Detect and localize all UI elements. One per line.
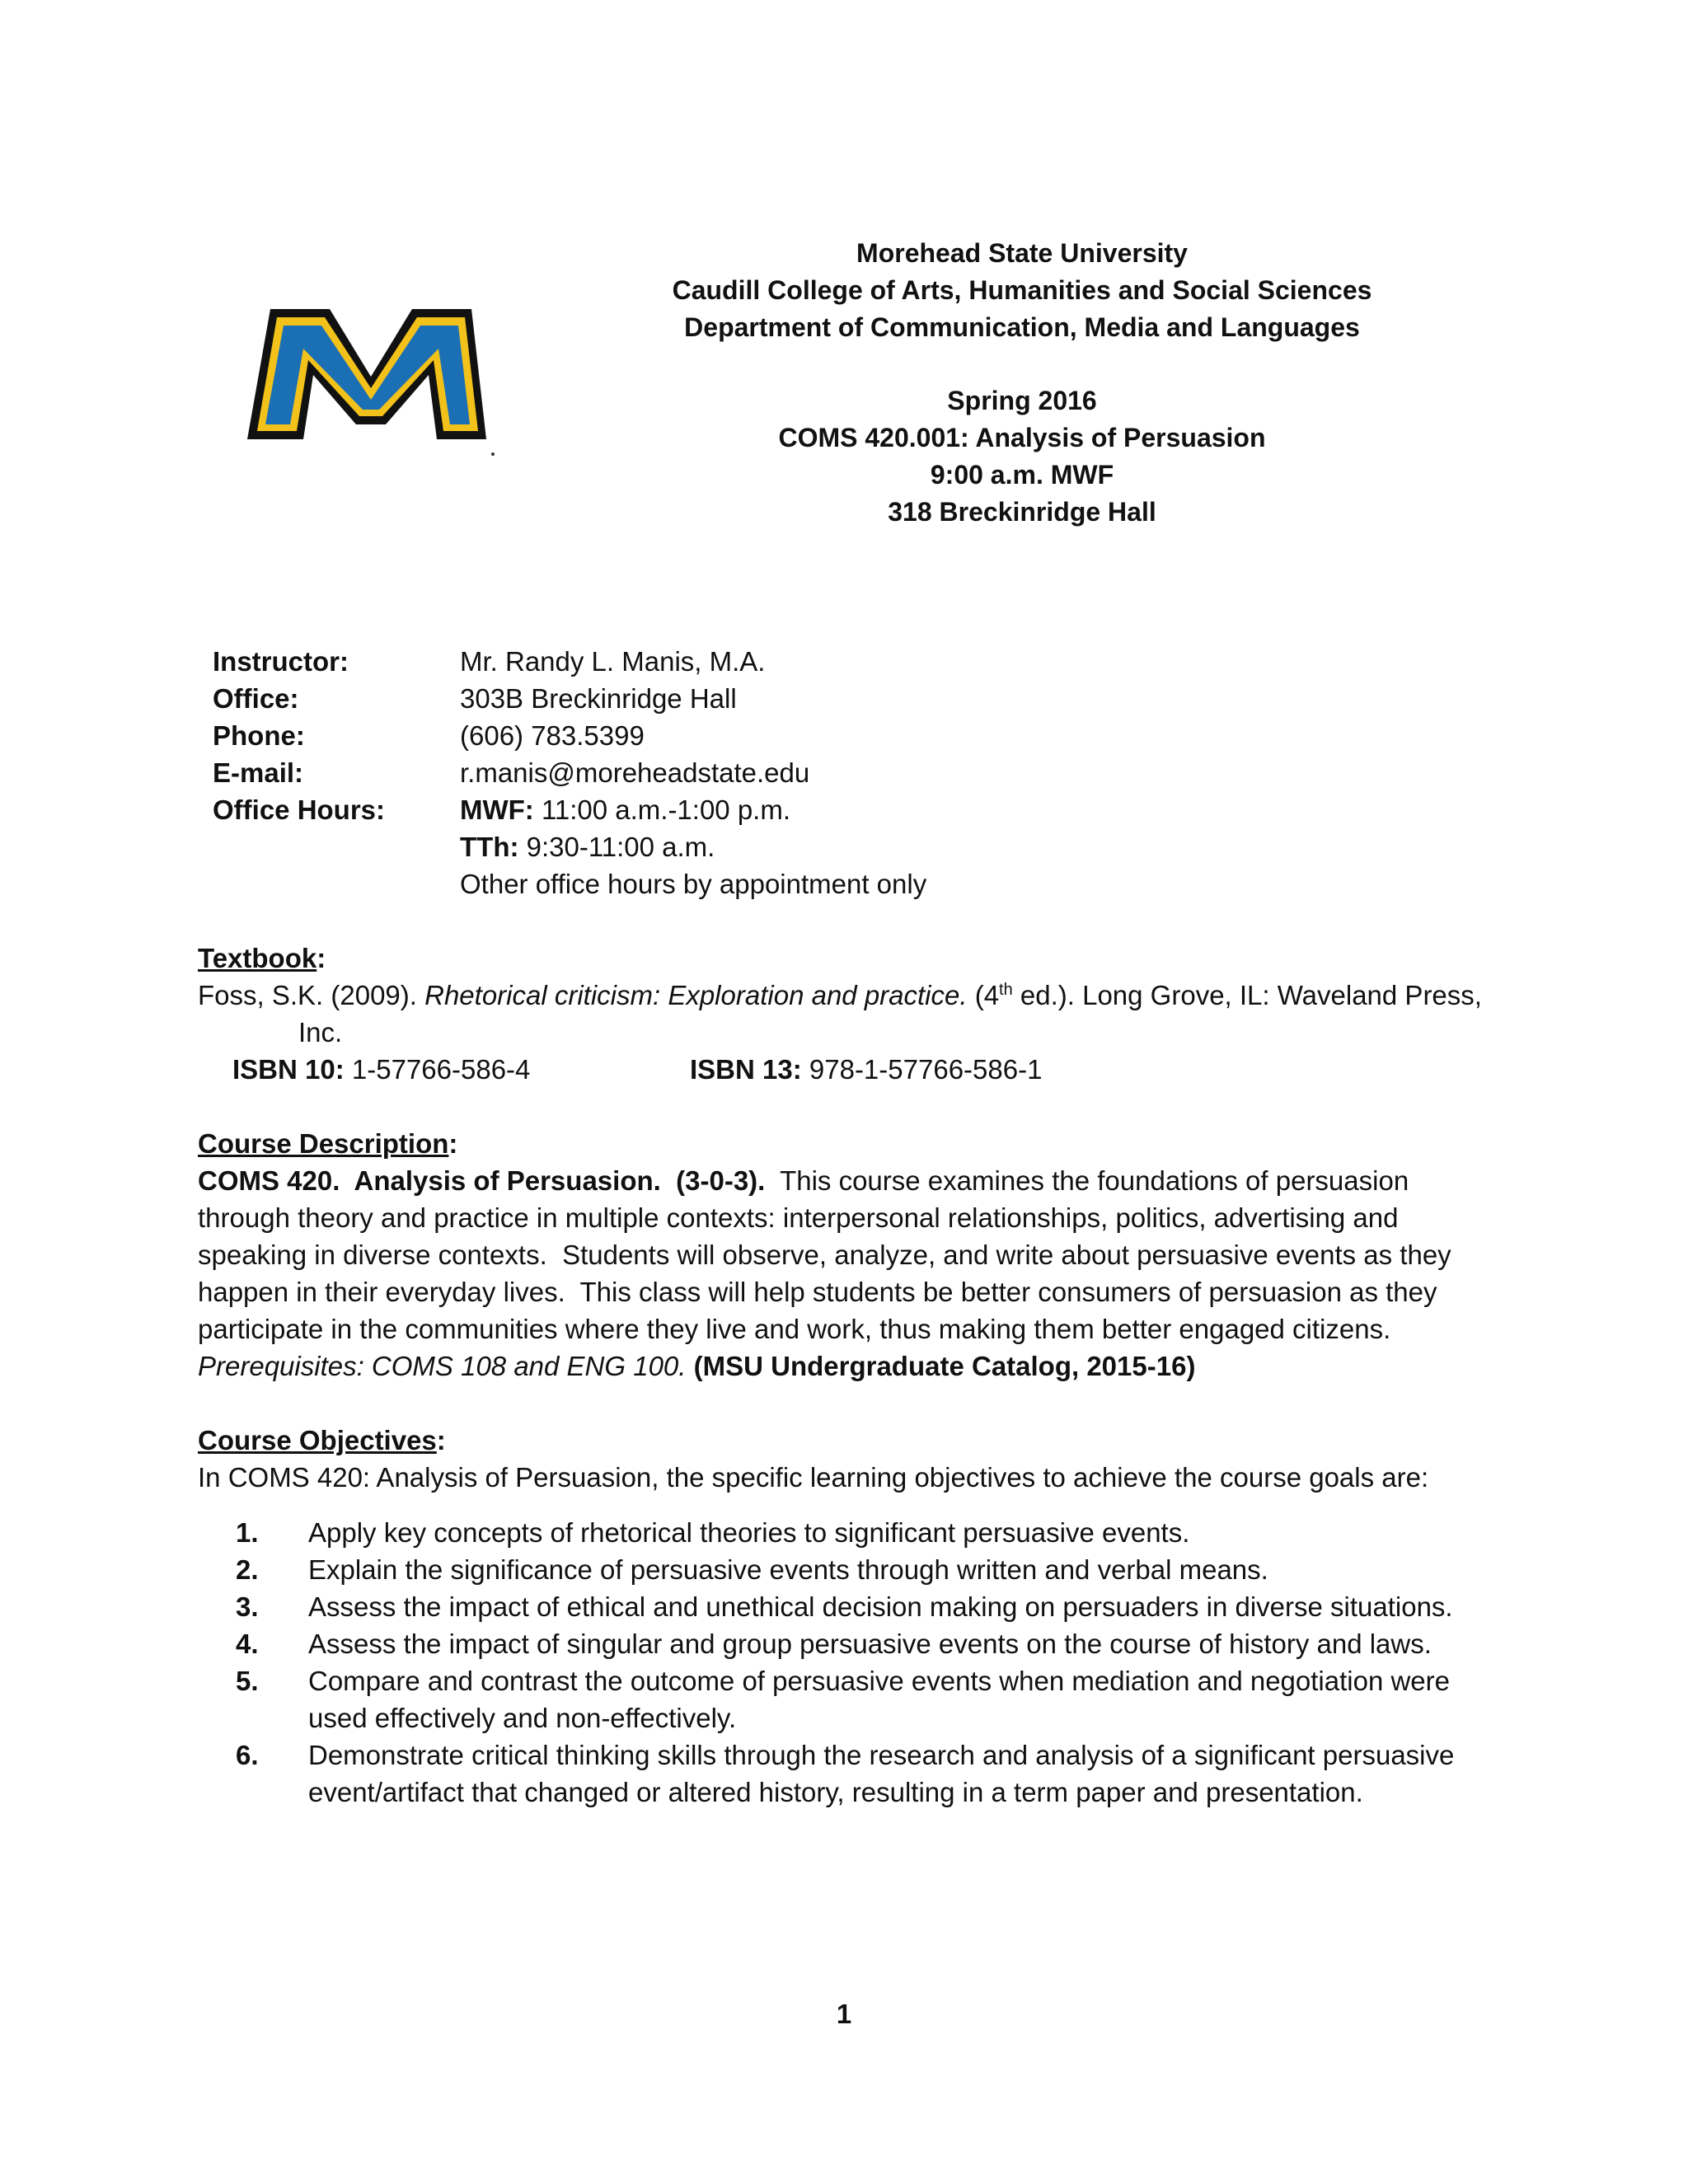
- page-number: 1: [836, 1999, 852, 2029]
- description-line-1: COMS 420. Analysis of Persuasion. (3-0-3). This course examines the foundations of persuasion: [198, 1165, 1409, 1196]
- mwf-hours: 11:00 a.m.-1:00 p.m.: [533, 794, 791, 825]
- logo-letter-m: [247, 309, 486, 439]
- isbn-13: ISBN 13: 978-1-57766-586-1: [690, 1054, 1043, 1085]
- phone-value: (606) 783.5399: [460, 720, 645, 751]
- objective-item: 5. Compare and contrast the outcome of persuasive events when mediation and negotiation were used effectively and non-effectively.: [236, 1666, 1451, 1733]
- textbook-citation: Foss, S.K. (2009). Rhetorical criticism: Exploration and practice. (4th ed.). Long Grove, IL: Waveland Press,: [198, 980, 1482, 1010]
- office-hours-tth: [460, 828, 715, 865]
- objectives-heading: Course Objectives:: [198, 1425, 446, 1455]
- tth-hours: 9:30-11:00 a.m.: [518, 832, 715, 862]
- objectives-section: [198, 1422, 1517, 1811]
- email-label: E-mail:: [213, 757, 304, 788]
- meeting-time: 9:00 a.m. MWF: [930, 460, 1114, 490]
- mwf-label: MWF:: [460, 794, 534, 825]
- description-section: [198, 1125, 1517, 1385]
- office-hours-mwf: [460, 791, 790, 828]
- description-line-3: speaking in diverse contexts. Students will observe, analyze, and write about persuasive events as they: [198, 1240, 1451, 1270]
- college-name: Caudill College of Arts, Humanities and Social Sciences: [672, 275, 1372, 305]
- objective-item: 6. Demonstrate critical thinking skills through the research and analysis of a significant persuasive event/artifact that changed or altered history, resulting in a term paper and presentation.: [236, 1740, 1455, 1807]
- university-name: Morehead State University: [856, 238, 1188, 268]
- objective-item: 1. Apply key concepts of rhetorical theories to significant persuasive events.: [236, 1517, 1190, 1548]
- textbook-citation-cont: Inc.: [298, 1017, 343, 1047]
- isbn-10: ISBN 10: 1-57766-586-4: [232, 1054, 531, 1085]
- office-hours-label: Office Hours:: [213, 794, 386, 825]
- description-prereq: Prerequisites: COMS 108 and ENG 100. (MSU Undergraduate Catalog, 2015-16): [198, 1351, 1196, 1381]
- description-line-4: happen in their everyday lives. This class will help students be better consumers of persuasion as they: [198, 1277, 1437, 1307]
- description-heading: Course Description:: [198, 1128, 458, 1159]
- instructor-info: [213, 643, 926, 902]
- description-line-5: participate in the communities where they live and work, thus making them better engaged citizens.: [198, 1314, 1391, 1344]
- office-label: Office:: [213, 683, 299, 714]
- objective-item: 2. Explain the significance of persuasive events through written and verbal means.: [236, 1554, 1268, 1585]
- course-title: COMS 420.001: Analysis of Persuasion: [778, 423, 1266, 452]
- term: Spring 2016: [947, 386, 1097, 415]
- email-value: r.manis@moreheadstate.edu: [460, 757, 810, 788]
- tth-label: TTh:: [460, 832, 519, 862]
- objectives-list: [198, 1514, 1517, 1811]
- objective-item: 4. Assess the impact of singular and group persuasive events on the course of history and laws.: [236, 1629, 1432, 1659]
- description-line-2: through theory and practice in multiple contexts: interpersonal relationships, politics, advertising and: [198, 1202, 1399, 1233]
- syllabus-content: [198, 940, 1517, 1811]
- office-value: 303B Breckinridge Hall: [460, 683, 737, 714]
- textbook-heading: Textbook:: [198, 943, 326, 973]
- meeting-room: 318 Breckinridge Hall: [888, 497, 1156, 527]
- instructor-label: Instructor:: [213, 646, 349, 677]
- instructor-name: Mr. Randy L. Manis, M.A.: [460, 646, 766, 677]
- objectives-intro: In COMS 420: Analysis of Persuasion, the specific learning objectives to achieve the course goals are:: [198, 1462, 1429, 1493]
- office-hours-other: Other office hours by appointment only: [460, 869, 927, 899]
- course-header: [528, 235, 1517, 531]
- isbn-row: [198, 1051, 1517, 1088]
- objective-item: 3. Assess the impact of ethical and unethical decision making on persuaders in diverse situations.: [236, 1591, 1453, 1622]
- textbook-section: [198, 940, 1517, 1088]
- university-m-logo: [239, 301, 503, 466]
- department-name: Department of Communication, Media and Languages: [684, 312, 1360, 342]
- phone-label: Phone:: [213, 720, 305, 751]
